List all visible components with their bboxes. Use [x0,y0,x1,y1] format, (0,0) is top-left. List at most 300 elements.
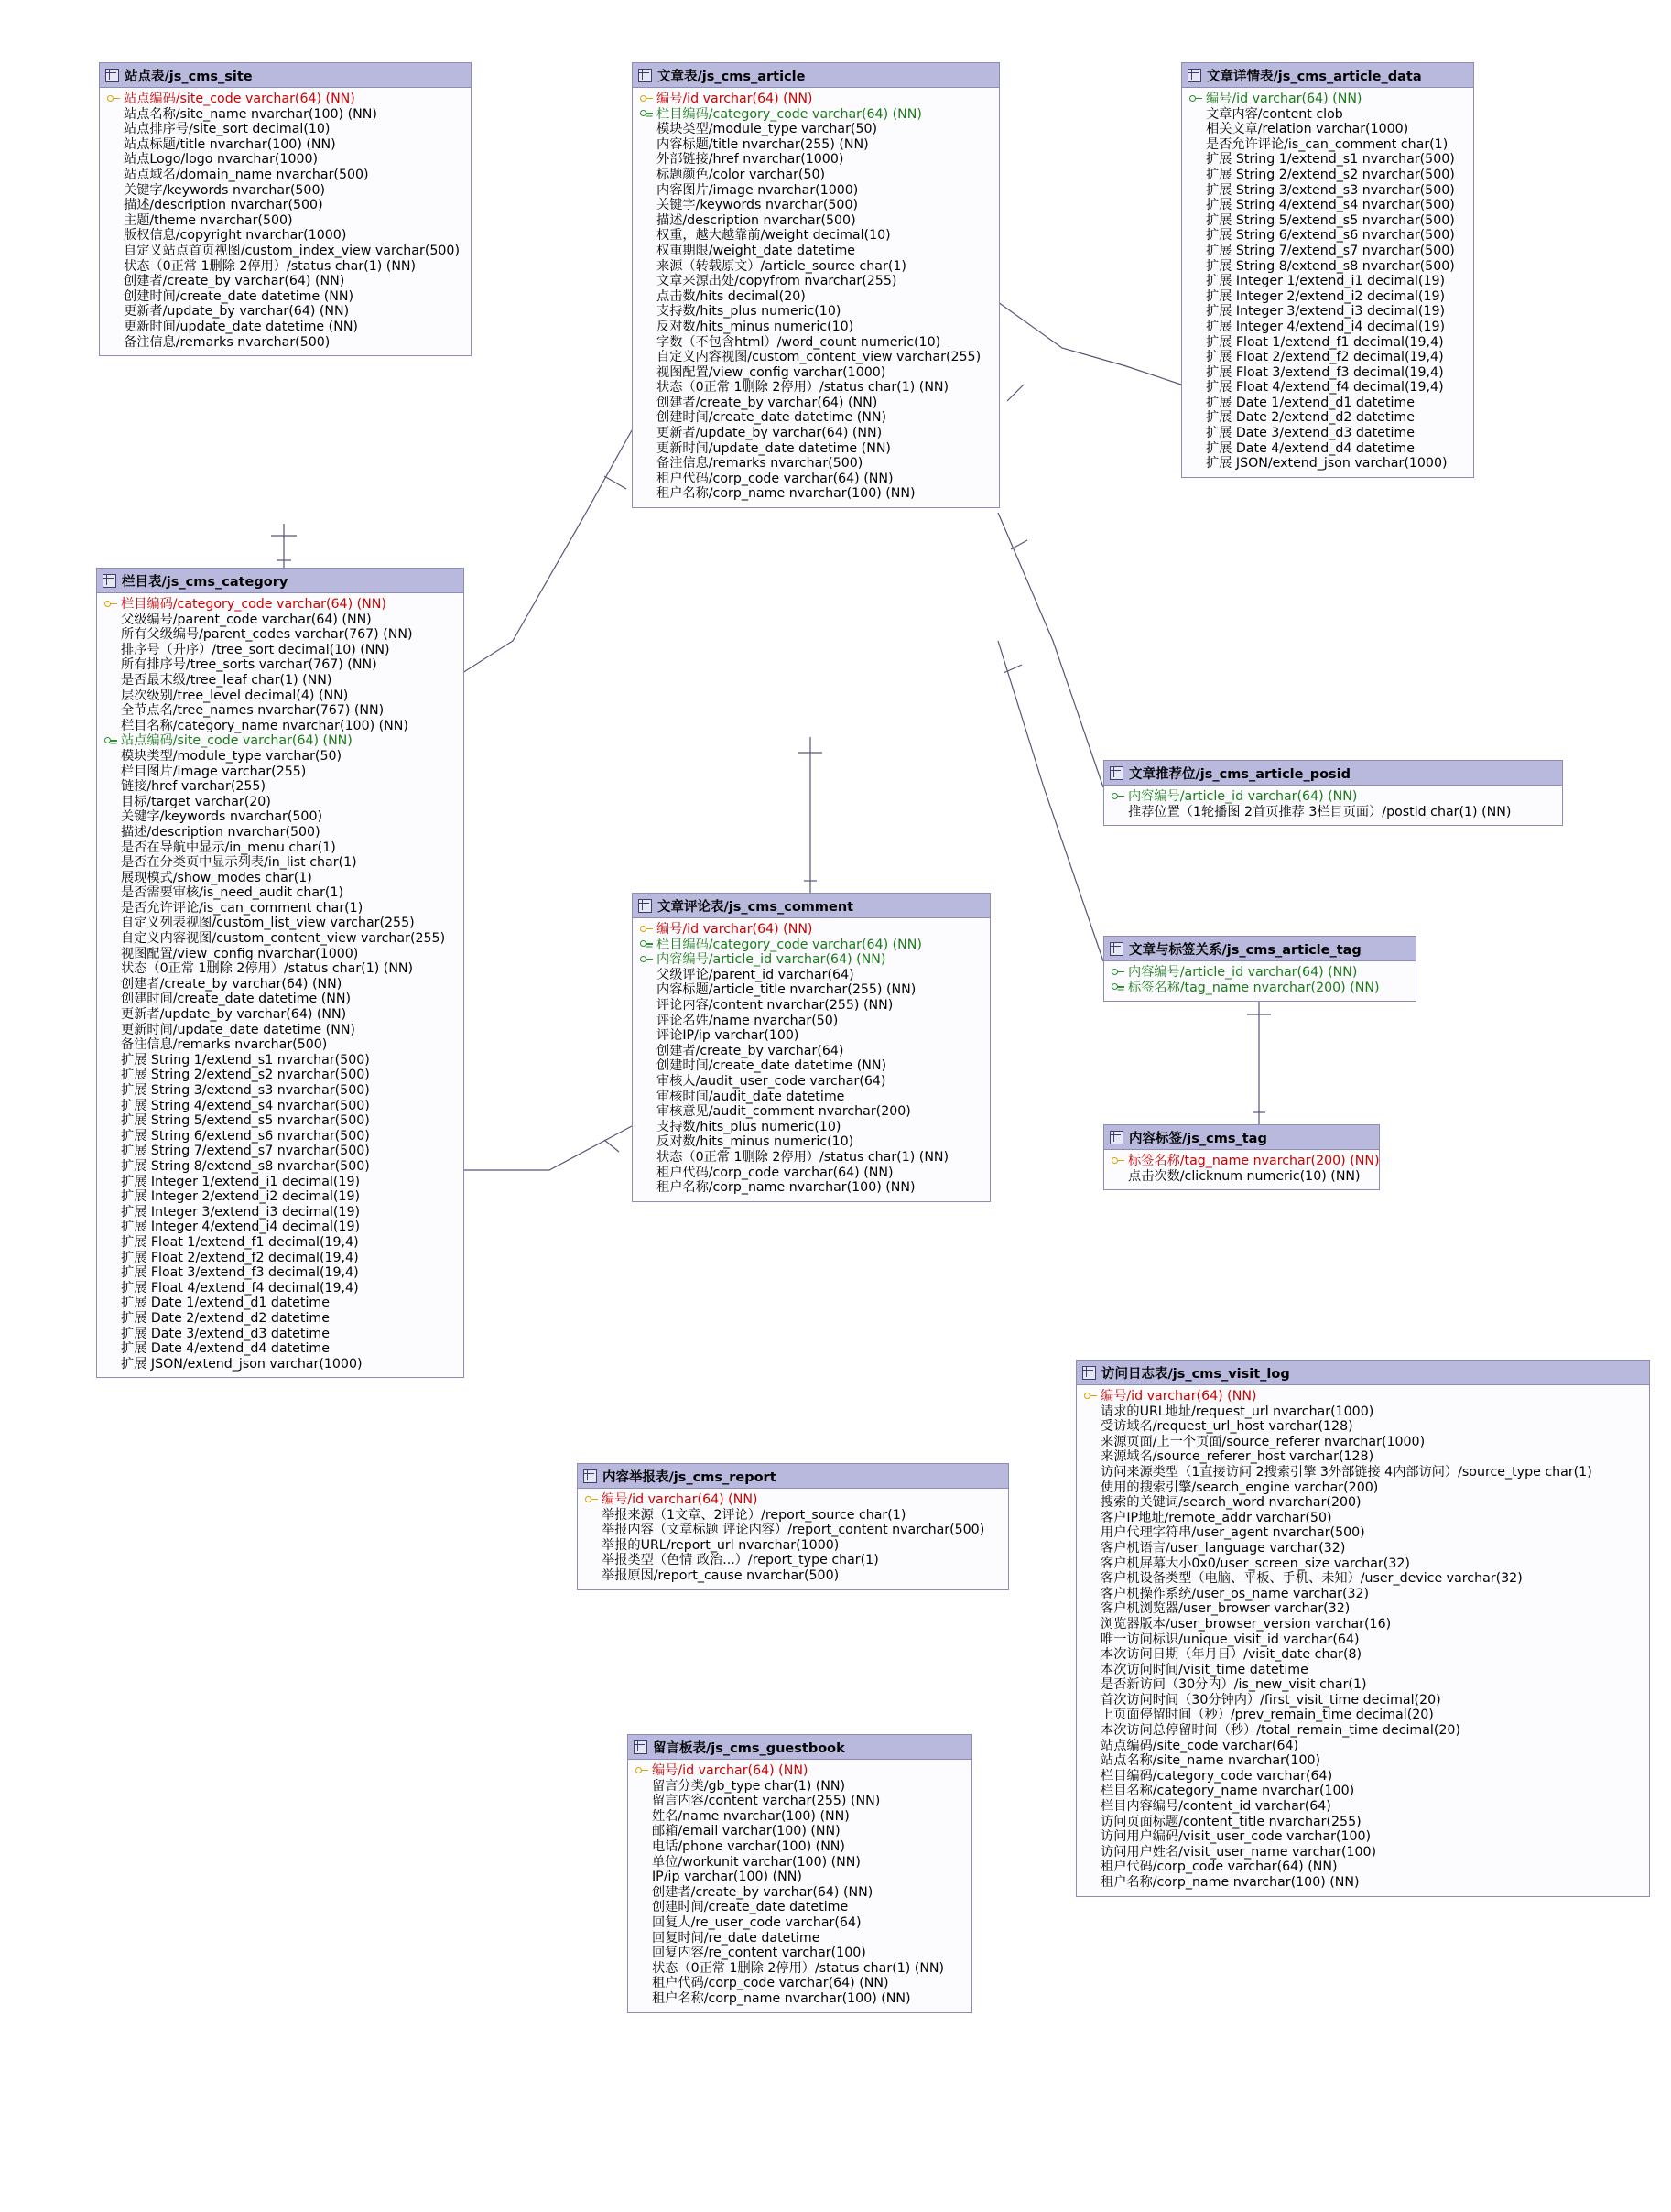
table-row[interactable] [1108,981,1412,996]
table-row[interactable] [636,938,986,953]
table-row[interactable] [632,1885,968,1901]
column-indent [101,749,121,764]
table-header-tag[interactable] [1104,1125,1379,1150]
table-row[interactable] [1186,107,1470,123]
table-row[interactable] [636,380,995,396]
table-row[interactable] [1186,396,1470,411]
column-label: 站点编码/site_code varchar(64) (NN) [124,92,355,106]
table-row[interactable] [101,1311,460,1327]
table-row[interactable] [636,107,995,123]
table-row[interactable] [636,441,995,457]
table-header-category[interactable] [97,569,463,593]
table-row[interactable] [103,107,467,123]
table-row[interactable] [1186,228,1470,244]
table-row[interactable] [636,1074,986,1090]
table-row[interactable] [103,304,467,320]
table-row[interactable] [101,1068,460,1083]
table-row[interactable] [1186,335,1470,351]
column-label: 栏目名称/category_name nvarchar(100) (NN) [121,718,408,733]
column-indent [1080,1449,1101,1465]
table-row[interactable] [1080,1511,1645,1526]
table-row[interactable] [101,840,460,856]
table-article_posid[interactable] [1103,760,1563,826]
table-row[interactable] [103,244,467,259]
column-label: 扩展 String 8/extend_s8 nvarchar(500) [1206,258,1455,274]
table-row[interactable] [1080,1556,1645,1572]
table-row[interactable] [581,1492,1004,1508]
column-label: 扩展 String 5/extend_s5 nvarchar(500) [121,1113,370,1129]
table-row[interactable] [636,198,995,213]
table-row[interactable] [1080,1769,1645,1784]
table-row[interactable] [101,643,460,658]
table-row[interactable] [103,259,467,275]
table-row[interactable] [636,968,986,983]
table-row[interactable] [103,122,467,137]
column-label: 扩展 Integer 1/extend_i1 decimal(19) [121,1174,361,1189]
table-row[interactable] [636,335,995,351]
column-label: 扩展 Integer 4/extend_i4 decimal(19) [121,1220,361,1235]
table-row[interactable] [101,1113,460,1129]
table-row[interactable] [632,1961,968,1977]
table-row[interactable] [101,901,460,916]
table-row[interactable] [101,1175,460,1190]
table-row[interactable] [636,228,995,244]
column-label: 本次访问总停留时间（秒）/total_remain_time decimal(20) [1101,1723,1460,1739]
column-indent [101,1281,121,1296]
table-row[interactable] [101,733,460,749]
column-label: 本次访问日期（年月日）/visit_date char(8) [1101,1647,1362,1663]
table-row[interactable] [636,922,986,938]
column-indent [1186,456,1206,472]
table-row[interactable] [632,1824,968,1839]
table-row[interactable] [581,1538,1004,1554]
table-icon [638,69,652,82]
table-row[interactable] [101,673,460,689]
table-row[interactable] [632,1794,968,1809]
column-label: 创建时间/create_date datetime (NN) [656,1058,887,1074]
table-row[interactable] [1186,365,1470,381]
table-row[interactable] [101,1357,460,1372]
table-row[interactable] [1186,350,1470,365]
column-indent [632,1931,652,1946]
table-row[interactable] [101,931,460,947]
table-row[interactable] [636,1058,986,1074]
table-row[interactable] [1186,122,1470,137]
table-row[interactable] [632,1870,968,1885]
table-row[interactable] [1080,1753,1645,1769]
table-row[interactable] [636,244,995,259]
table-row[interactable] [636,426,995,441]
column-indent [632,1855,652,1870]
table-row[interactable] [1186,168,1470,183]
table-row[interactable] [101,1144,460,1159]
table-row[interactable] [101,961,460,977]
table-row[interactable] [636,1120,986,1135]
table-row[interactable] [101,779,460,795]
table-row[interactable] [636,1014,986,1029]
table-row[interactable] [1080,1632,1645,1648]
table-row[interactable] [103,289,467,305]
table-row[interactable] [101,1189,460,1205]
table-row[interactable] [1080,1389,1645,1404]
table-row[interactable] [1186,380,1470,396]
column-label: 创建时间/create_date datetime (NN) [124,288,354,304]
table-guestbook[interactable] [627,1734,972,2013]
table-row[interactable] [101,855,460,871]
table-row[interactable] [101,597,460,613]
column-indent [103,259,124,275]
table-row[interactable] [632,1976,968,1991]
table-row[interactable] [103,183,467,199]
table-header-article_tag[interactable] [1104,937,1416,961]
table-row[interactable] [101,1007,460,1023]
table-icon [583,1469,597,1483]
table-row[interactable] [101,1327,460,1342]
table-row[interactable] [101,1037,460,1053]
table-row[interactable] [632,1915,968,1931]
table-row[interactable] [1080,1693,1645,1708]
table-row[interactable] [1080,1663,1645,1678]
column-label: 栏目图片/image varchar(255) [121,764,307,779]
table-row[interactable] [636,486,995,502]
table-title: 访问日志表/js_cms_visit_log [1101,1366,1290,1382]
table-row[interactable] [1080,1465,1645,1480]
table-row[interactable] [101,627,460,643]
column-indent [636,1074,656,1090]
table-row[interactable] [101,977,460,992]
table-row[interactable] [581,1523,1004,1538]
table-row[interactable] [101,916,460,931]
table-row[interactable] [101,947,460,962]
table-row[interactable] [636,320,995,335]
table-row[interactable] [636,1166,986,1181]
table-row[interactable] [1186,183,1470,199]
table-row[interactable] [1186,320,1470,335]
table-visit_log[interactable] [1076,1360,1650,1897]
column-label: 站点Logo/logo nvarchar(1000) [124,152,319,168]
column-label: 来源（转载原文）/article_source char(1) [656,258,906,274]
table-row[interactable] [103,152,467,168]
table-row[interactable] [1186,244,1470,259]
primary-key-icon [103,92,124,107]
column-label: 扩展 String 3/extend_s3 nvarchar(500) [1206,182,1455,198]
table-row[interactable] [636,137,995,153]
table-row[interactable] [1186,259,1470,275]
table-row[interactable] [636,274,995,289]
table-row[interactable] [636,1134,986,1150]
table-row[interactable] [1186,213,1470,229]
table-report[interactable] [577,1463,1009,1590]
column-label: 关键字/keywords nvarchar(500) [656,198,859,213]
column-indent [1186,335,1206,351]
table-row[interactable] [636,410,995,426]
table-row[interactable] [1108,1154,1380,1169]
column-indent [636,244,656,259]
table-row[interactable] [101,613,460,628]
table-row[interactable] [636,213,995,229]
column-label: IP/ip varchar(100) (NN) [652,1870,802,1885]
table-row[interactable] [581,1508,1004,1523]
table-row[interactable] [101,885,460,901]
table-row[interactable] [103,168,467,183]
table-row[interactable] [1080,1601,1645,1617]
table-row[interactable] [636,982,986,998]
table-row[interactable] [632,1839,968,1855]
table-row[interactable] [101,1099,460,1114]
table-row[interactable] [636,152,995,168]
table-row[interactable] [1108,1169,1375,1185]
table-row[interactable] [1186,410,1470,426]
table-row[interactable] [636,998,986,1014]
table-row[interactable] [101,1281,460,1296]
column-indent [1186,365,1206,381]
column-indent [1080,1601,1101,1617]
table-row[interactable] [581,1568,1004,1584]
column-indent [1186,228,1206,244]
table-row[interactable] [101,1205,460,1220]
column-label: 更新者/update_by varchar(64) (NN) [121,1007,347,1023]
column-label: 访问用户编码/visit_user_code varchar(100) [1101,1829,1372,1845]
column-indent [636,1044,656,1059]
table-article[interactable] [632,62,1000,508]
table-header-site[interactable] [100,63,471,88]
column-label: 扩展 Integer 1/extend_i1 decimal(19) [1206,274,1446,289]
table-row[interactable] [636,183,995,199]
column-indent [636,486,656,502]
column-label: 父级评论/parent_id varchar(64) [656,967,854,982]
table-row[interactable] [1080,1784,1645,1799]
column-indent [1080,1419,1101,1435]
column-indent [636,1120,656,1135]
column-label: 字数（不包含html）/word_count numeric(10) [656,334,941,350]
column-label: 租户代码/corp_code varchar(64) (NN) [652,1976,889,1991]
table-row[interactable] [1080,1541,1645,1556]
table-row[interactable] [1080,1845,1645,1860]
table-row[interactable] [101,795,460,810]
table-row[interactable] [1080,1525,1645,1541]
table-header-report[interactable] [578,1464,1008,1489]
column-label: 相关文章/relation varchar(1000) [1206,122,1409,137]
table-row[interactable] [101,1053,460,1068]
table-row[interactable] [101,1235,460,1251]
column-label: 模块类型/module_type varchar(50) [121,748,342,764]
table-row[interactable] [103,320,467,335]
table-row[interactable] [632,1855,968,1870]
column-indent [1080,1723,1101,1739]
table-row[interactable] [636,122,995,137]
column-label: 更新时间/update_date datetime (NN) [656,440,891,456]
column-indent [1186,213,1206,229]
table-header-article[interactable] [633,63,999,88]
table-row[interactable] [1080,1708,1645,1723]
column-indent [101,613,121,628]
table-row[interactable] [1080,1449,1645,1465]
column-label: 客户机设备类型（电脑、平板、手机、未知）/user_device varchar(32) [1101,1571,1523,1587]
column-label: 标签名称/tag_name nvarchar(200) (NN) [1128,1154,1380,1168]
table-row[interactable] [636,952,986,968]
table-row[interactable] [103,137,467,153]
column-label: 栏目编码/category_code varchar(64) (NN) [656,106,922,122]
table-row[interactable] [1080,1875,1645,1891]
table-row[interactable] [103,198,467,213]
table-row[interactable] [1080,1587,1645,1602]
column-label: 扩展 String 6/extend_s6 nvarchar(500) [121,1128,370,1144]
table-row[interactable] [632,1946,968,1961]
column-indent [101,947,121,962]
table-row[interactable] [1080,1617,1645,1632]
table-row[interactable] [1186,137,1470,153]
table-row[interactable] [1108,805,1558,820]
table-row[interactable] [103,213,467,229]
table-row[interactable] [636,289,995,305]
table-site[interactable] [99,62,472,356]
table-row[interactable] [636,1180,986,1196]
column-indent [636,137,656,153]
table-row[interactable] [636,168,995,183]
column-label: 扩展 String 1/extend_s1 nvarchar(500) [1206,152,1455,168]
table-row[interactable] [101,719,460,734]
table-row[interactable] [101,703,460,719]
column-indent [1080,1739,1101,1754]
column-indent [1080,1511,1101,1526]
table-row[interactable] [636,396,995,411]
table-row[interactable] [1080,1480,1645,1496]
table-row[interactable] [101,992,460,1007]
table-row[interactable] [1080,1739,1645,1754]
table-row[interactable] [1186,426,1470,441]
table-row[interactable] [632,1809,968,1825]
table-tag[interactable] [1103,1124,1380,1190]
table-row[interactable] [1186,274,1470,289]
table-row[interactable] [101,809,460,825]
table-row[interactable] [1080,1571,1645,1587]
table-row[interactable] [1080,1829,1645,1845]
table-row[interactable] [1080,1495,1645,1511]
table-row[interactable] [636,304,995,320]
column-indent [1080,1829,1101,1845]
table-header-comment[interactable] [633,894,990,918]
table-row[interactable] [101,1265,460,1281]
table-row[interactable] [1080,1677,1645,1693]
table-row[interactable] [101,1159,460,1175]
table-row[interactable] [1108,965,1412,981]
table-row[interactable] [101,1296,460,1311]
column-indent [103,198,124,213]
table-header-article_data[interactable] [1182,63,1473,88]
column-label: 编号/id varchar(64) (NN) [1101,1389,1257,1404]
table-row[interactable] [1080,1419,1645,1435]
table-row[interactable] [103,335,467,351]
column-indent [101,1265,121,1281]
foreign-key-icon [1186,92,1206,107]
column-indent [632,1870,652,1885]
table-row[interactable] [1186,92,1470,107]
column-indent [632,1885,652,1901]
table-row[interactable] [1186,304,1470,320]
table-row[interactable] [101,871,460,886]
table-row[interactable] [1186,441,1470,457]
table-row[interactable] [1080,1435,1645,1450]
table-row[interactable] [1080,1815,1645,1830]
table-row[interactable] [101,1341,460,1357]
table-row[interactable] [103,274,467,289]
table-row[interactable] [636,1090,986,1105]
table-columns-article [633,88,999,507]
column-indent [1080,1677,1101,1693]
table-category[interactable] [96,568,464,1378]
table-row[interactable] [1080,1799,1645,1815]
table-row[interactable] [632,1931,968,1946]
table-row[interactable] [101,764,460,780]
table-row[interactable] [1108,789,1558,805]
table-row[interactable] [101,1220,460,1235]
table-row[interactable] [101,1251,460,1266]
table-row[interactable] [1080,1723,1645,1739]
table-row[interactable] [1080,1404,1645,1420]
table-row[interactable] [636,350,995,365]
table-header-visit_log[interactable] [1077,1361,1649,1385]
table-row[interactable] [636,92,995,107]
table-row[interactable] [632,1900,968,1915]
table-row[interactable] [636,1150,986,1166]
column-indent [103,289,124,305]
table-row[interactable] [101,657,460,673]
table-row[interactable] [103,92,467,107]
table-row[interactable] [636,472,995,487]
table-row[interactable] [101,1023,460,1038]
table-article_tag[interactable] [1103,936,1416,1002]
table-row[interactable] [636,456,995,472]
table-row[interactable] [581,1553,1004,1568]
table-row[interactable] [632,1991,968,2007]
table-row[interactable] [101,1083,460,1099]
table-row[interactable] [636,365,995,381]
table-row[interactable] [1186,198,1470,213]
column-indent [101,1327,121,1342]
table-row[interactable] [103,228,467,244]
table-row[interactable] [636,259,995,275]
column-indent [581,1523,602,1538]
table-row[interactable] [1186,289,1470,305]
table-row[interactable] [1186,152,1470,168]
table-row[interactable] [101,825,460,840]
table-article_data[interactable] [1181,62,1474,478]
table-header-guestbook[interactable] [628,1735,971,1760]
table-row[interactable] [636,1044,986,1059]
foreign-key-icon [636,952,656,968]
column-label: 举报内容（文章标题 评论内容）/report_content nvarchar(500) [602,1523,985,1538]
table-row[interactable] [636,1028,986,1044]
column-indent [101,657,121,673]
table-row[interactable] [101,1129,460,1144]
column-label: 单位/workunit varchar(100) (NN) [652,1854,861,1870]
table-header-article_posid[interactable] [1104,761,1562,786]
column-indent [636,152,656,168]
column-indent [636,198,656,213]
column-indent [101,1007,121,1023]
column-indent [636,1166,656,1181]
table-row[interactable] [1080,1647,1645,1663]
table-row[interactable] [632,1779,968,1795]
table-row[interactable] [632,1763,968,1779]
table-row[interactable] [1186,456,1470,472]
table-row[interactable] [101,689,460,704]
table-row[interactable] [1080,1860,1645,1875]
column-indent [101,1129,121,1144]
table-row[interactable] [101,749,460,764]
table-comment[interactable] [632,893,991,1202]
table-row[interactable] [636,1104,986,1120]
